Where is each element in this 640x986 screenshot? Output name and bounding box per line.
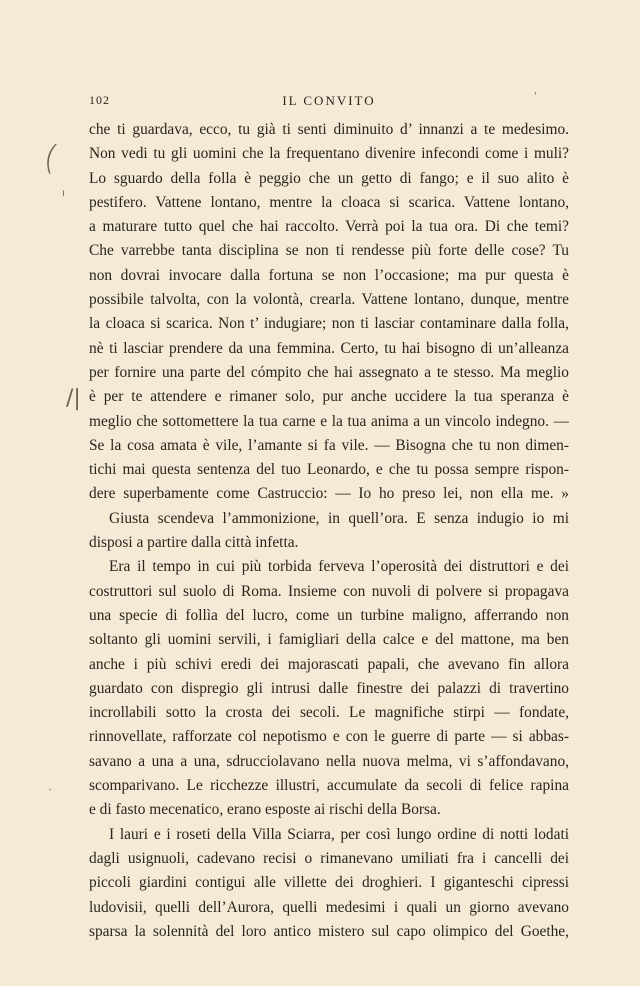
pencil-bracket-mark: ( (39, 137, 62, 179)
page-number: 102 (89, 93, 110, 107)
text-line: Lo sguardo della folla è peggio che un getto di fango; e il suo alito è (89, 169, 569, 187)
text-line: costruttori sul suolo di Roma. Insieme con nuvoli di polvere si propagava (89, 582, 569, 600)
text-line: anche i più schivi eredi dei majorascati papali, che avevano fin allora (89, 655, 569, 673)
text-line: incrollabili sotto la crosta dei secoli. Le magnifiche stirpi — fondate, (89, 704, 569, 722)
text-line: che ti guardava, ecco, tu già ti senti diminuito d’ innanzi a te medesimo. (89, 121, 569, 138)
text-line: scomparivano. Le ricchezze illustri, accumulate da secoli di felice rapina (89, 777, 569, 795)
text-line: e di fasto mecenatico, erano esposte ai rischi della Borsa. (89, 801, 441, 819)
text-line: Che varrebbe tanta disciplina se non ti rendesse più forte delle cose? Tu (89, 242, 569, 260)
text-line: guardato con dispregio gli intrusi dalle finestre dei palazzi di travertino (89, 679, 569, 697)
text-line: per fornire una parte del cómpito che hai assegnato a te stesso. Ma meglio (89, 363, 569, 381)
text-line: Era il tempo in cui più torbida ferveva l’operosità dei distruttori e dei (109, 558, 569, 576)
text-line: possibile talvolta, con la volontà, crearla. Vattene lontano, dunque, mentre (89, 291, 569, 309)
text-line: disposi a partire dalla città infetta. (89, 534, 299, 552)
body-text (89, 118, 569, 944)
text-line: dere superbamente come Castruccio: — Io ho preso lei, non ella me. » (89, 485, 569, 503)
pencil-double-bar-mark: /| (66, 386, 81, 411)
pencil-mark-tick: ı (62, 188, 65, 199)
text-line: è per te attendere e rimaner solo, pur anche uccidere la tua speranza è (89, 388, 569, 406)
text-line: Non vedi tu gli uomini che la frequentano divenire infecondi come i muli? (89, 145, 569, 163)
pencil-mark-tick: ˎ (48, 780, 53, 791)
page-header (89, 93, 569, 111)
text-line: sparsa la solennità del loro antico mistero sul capo olimpico del Goethe, (89, 922, 569, 940)
text-line: non dovrai invocare dalla fortuna se non l’occasione; ma pur questa è (89, 266, 569, 284)
pencil-mark-tick: ʹ (534, 92, 537, 103)
running-title: IL CONVITO (282, 93, 376, 108)
text-line: a maturare tutto quel che hai raccolto. Verrà poi la tua ora. Di che temi? (89, 218, 569, 236)
text-line: I lauri e i roseti della Villa Sciarra, per così lungo ordine di notti lodati (109, 825, 569, 843)
text-line: ludovisii, quelli dell’Aurora, quelli medesimi i quali un giorno avevano (89, 898, 569, 916)
text-line: soltanto gli uomini servili, i famigliari della calce e del mattone, ma ben (89, 631, 569, 649)
text-line: meglio che sottomettere la tua carne e la tua anima a un vincolo indegno. — (89, 412, 569, 430)
text-line: una specie di follìa del lucro, come un turbine maligno, afferrando non (89, 606, 569, 624)
text-line: la cloaca si scarica. Non t’ indugiare; non ti lasciar contaminare dalla folla, (89, 315, 569, 333)
text-line: Giusta scendeva l’ammonizione, in quell’ora. E senza indugio io mi (109, 509, 569, 527)
text-line: nè ti lasciar prendere da una femmina. Certo, tu hai bisogno di un’alleanza (89, 339, 569, 357)
text-line: dagli usignuoli, cadevano recisi o rimanevano umiliati fra i cancelli dei (89, 849, 569, 867)
text-line: savano a una a una, sdrucciolavano nella nuova melma, vi s’affondavano, (89, 752, 569, 770)
text-line: rinnovellate, rafforzate col nepotismo e con le guerre di parte — si abbas- (89, 728, 569, 746)
text-line: tichi mai questa sentenza del tuo Leonardo, e che tu possa sempre rispon- (89, 461, 569, 479)
text-line: pestifero. Vattene lontano, mentre la cloaca si scarica. Vattene lontano, (89, 193, 569, 211)
text-line: Se la cosa amata è vile, l’amante si fa vile. — Bisogna che tu non dimen- (89, 436, 569, 454)
text-line: piccoli giardini contigui alle villette dei droghieri. I giganteschi cipressi (89, 874, 569, 892)
